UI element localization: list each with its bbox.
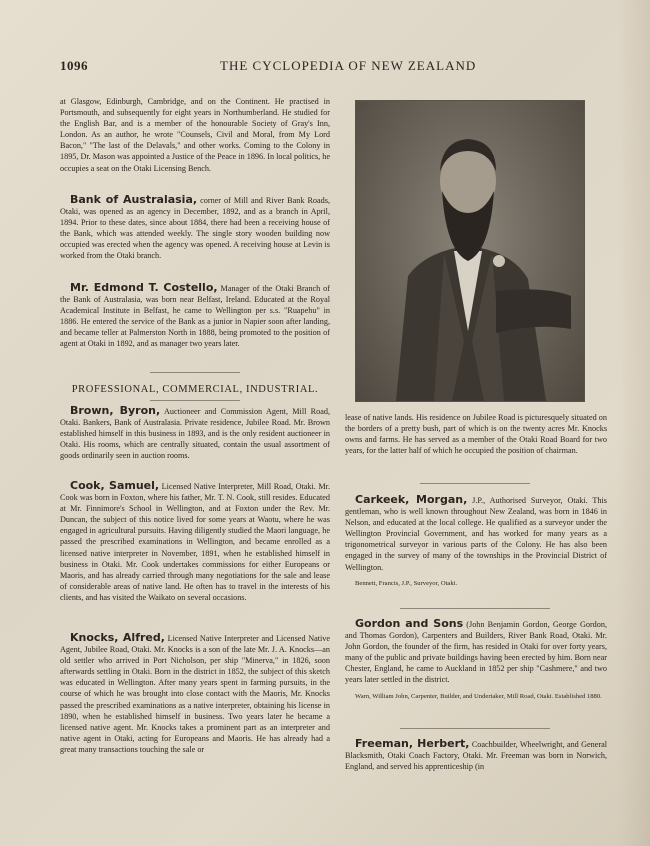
knocks-continued	[345, 412, 607, 456]
costello-entry	[60, 282, 330, 350]
carkeek-heading: Carkeek, Morgan,	[355, 493, 468, 506]
brown-entry	[60, 405, 330, 461]
knocks-heading: Knocks, Alfred,	[70, 631, 165, 644]
divider-2	[400, 608, 550, 609]
gordon-note: Warn, William John, Carpenter, Builder, and Undertaker, Mill Road, Otaki. Established 1880.	[355, 692, 602, 700]
freeman-heading: Freeman, Herbert,	[355, 737, 470, 750]
divider-1	[420, 483, 530, 484]
carkeek-entry	[345, 494, 607, 588]
intro-text: at Glasgow, Edinburgh, Cambridge, and on the Continent. He practised in Portsmouth, and subsequently for eight years in Northumberland. He studied for the English Bar, and is a member of the honourable Society of Gray's Inn, London. As an author, he wrote "Counsels, Civil and Moral, from My Lord Bacon," "The last of the Delavals," and other works. Coming to the Colony in 1895, Dr. Mason was appointed a Justice of the Peace in 1896. In local politics, he occupies a seat on the Otaki Licensing Bench.	[60, 97, 330, 173]
section-rule-top	[150, 372, 240, 373]
portrait-photo	[355, 100, 585, 402]
section-rule-bottom	[150, 400, 240, 401]
running-title: THE CYCLOPEDIA OF NEW ZEALAND	[220, 58, 477, 73]
divider-3	[400, 728, 550, 729]
freeman-entry	[345, 738, 607, 772]
brown-text: Auctioneer and Commission Agent, Mill Road, Otaki. Bankers, Bank of Australasia. Private residence, Jubilee Road. Mr. Brown established himself in this business in 1893, and is the only resident auctioneer in Otaki. His rooms, which are centrally situated, contain the usual assortment of goods ordinarily seen in auction rooms.	[60, 407, 330, 461]
gordon-text: (John Benjamin Gordon, George Gordon, and Thomas Gordon), Carpenters and Builders, River Bank Road, Otaki. Mr. John Gordon, the founder of the firm, has resided in Otaki for over forty years, many of the public and private buildings having been erected by him. Born near Chester, England, he came to Auckland in 1852 per ship "Cashmere," and two years later settled in the district.	[345, 620, 608, 685]
page-header	[60, 58, 620, 74]
intro-paragraph	[60, 96, 330, 174]
costello-text: Manager of the Otaki Branch of the Bank of Australasia, was born near Belfast, Ireland. Educated at the Royal Academical Institute in Belfast, he came to Wellington per s.s. "Ruapehu" in 1886. He entered the service of the Bank as a junior in Napier soon after landing, and became teller at Palmerston North in 1888, being promoted to the position of agent at Otaki in 1892, and as manager two years later.	[60, 284, 330, 349]
bank-entry	[60, 194, 330, 262]
section-title: PROFESSIONAL, COMMERCIAL, INDUSTRIAL.	[71, 384, 319, 395]
knocks-text: Licensed Native Interpreter and Licensed Native Agent, Jubilee Road, Otaki. Mr. Knocks is a son of the late Mr. J. A. Knocks—an old settler who arrived in Port Nicholson, per ship "Minerva," in 1826, soon afterwards settling in Otaki. Born in the district in 1852, the subject of this sketch was educated in Wellington. After many years spent in farming pursuits, in the course of which he was brought into close contact with the Maoris, Mr. Knocks passed the prescribed examinations as a native interpreter, obtaining his license in 1890, when he established himself in business. Two years later he became a licensed native agent. Mr. Knocks takes a prominent part as an interpreter and native agent in Otaki, acting for Europeans and Maoris. He has already had a great many transactions touching the sale or	[60, 634, 331, 754]
knocks-entry	[60, 632, 330, 755]
brown-heading: Brown, Byron,	[70, 404, 161, 417]
portrait-figure	[356, 101, 584, 401]
gordon-heading: Gordon and Sons	[355, 617, 464, 630]
bank-text: corner of Mill and River Bank Roads, Otaki, was opened as an agency in December, 1892, and as a branch in April, 1894. Prior to these dates, since about 1884, there had been a receiving house of the Bank, which was attended weekly. The single story wooden building now occupied was erected when the agency was opened. A receiving house at Levin is worked from the Otaki branch.	[60, 196, 330, 261]
page-edge-shadow	[618, 0, 650, 846]
freeman-text: Coachbuilder, Wheelwright, and General Blacksmith, Otaki Coach Factory, Otaki. Mr. Freeman was born in Norwich, England, and served his apprenticeship (in	[345, 740, 608, 772]
gordon-entry	[345, 618, 607, 701]
carkeek-note: Bennett, Francis, J.P., Surveyor, Otaki.	[355, 579, 458, 587]
cook-heading: Cook, Samuel,	[70, 479, 160, 492]
page-number: 1096	[60, 58, 88, 73]
cook-text: Licensed Native Interpreter, Mill Road, Otaki. Mr. Cook was born in Foxton, where his father, Mr. T. N. Cook, still resides. Educated at Mr. Finnimore's School in Wellington, and at Foxton under the Rev. Mr. Duncan, the subject of this notice lived for some years at Waotu, where he was engaged in agricultural pursuits. Having diligently studied the Maori language, he passed the prescribed examinations in Wellington, and became enrolled as a licensed native interpreter in November, 1891, when he established himself in business in Otaki. Mr. Cook undertakes commissions for either Europeans or Maoris, and has already carried through many negotiations for the sale and lease of considerable areas of native land. He often has to travel in the interests of his clients, and has visited the Waikato on several occasions.	[60, 482, 331, 602]
carkeek-text: J.P., Authorised Surveyor, Otaki. This gentleman, who is well known throughout New Zealand, was born in 1846 in Nelson, and educated at the local college. He qualified as a surveyor under the Wellington Provincial Government, and has worked for many years as a trigonometrical surveyor in various parts of the Colony. He has also been engaged in the survey of many of the townships in the Provincial District of Wellington.	[345, 496, 607, 572]
bank-heading: Bank of Australasia,	[70, 193, 198, 206]
costello-heading: Mr. Edmond T. Costello,	[70, 281, 218, 294]
knocks-cont-text: lease of native lands. His residence on Jubilee Road is picturesquely situated on the borders of a pretty bush, part of which is on the twenty acres Mr. Knocks owns and farms. He has served as a member of the Otaki Road Board for two years, for the latter half of which he occupied the position of chairman.	[345, 413, 607, 456]
cook-entry	[60, 480, 330, 603]
